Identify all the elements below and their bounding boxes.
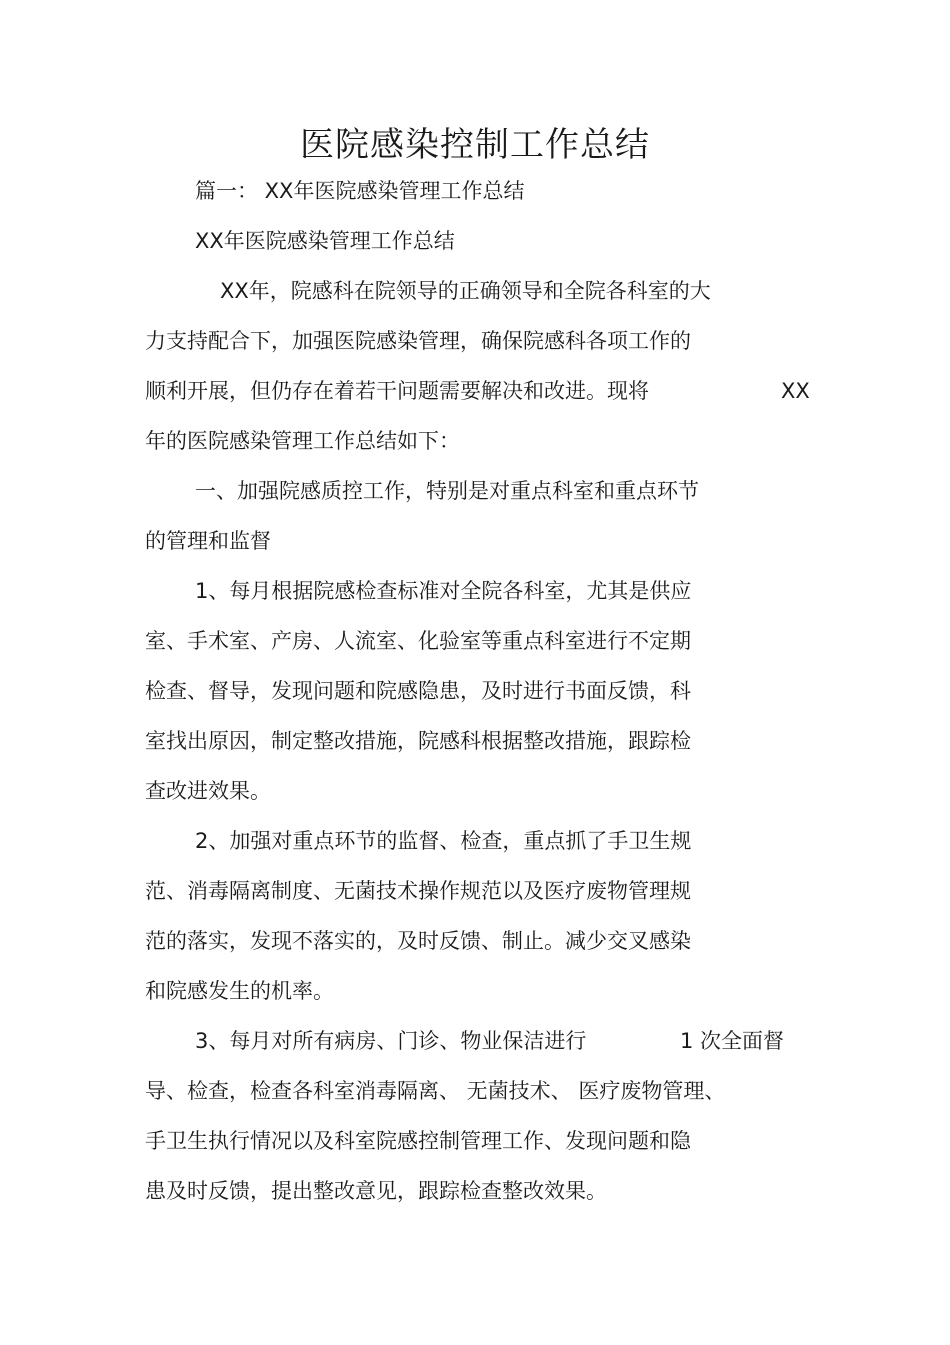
item2-line-2: 范、消毒隔离制度、无菌技术操作规范以及医疗废物管理规 bbox=[145, 879, 691, 903]
intro-line-4: 年的医院感染管理工作总结如下： bbox=[145, 429, 460, 453]
document-title: 医院感染控制工作总结 bbox=[300, 125, 650, 165]
section-heading: XX年医院感染管理工作总结 bbox=[195, 229, 455, 253]
intro-line-3-year: XX bbox=[781, 379, 810, 403]
intro-line-1: XX年，院感科在院领导的正确领导和全院各科室的大 bbox=[220, 279, 711, 303]
intro-line-3 bbox=[145, 376, 815, 406]
item1-line-3: 检查、督导，发现问题和院感隐患，及时进行书面反馈，科 bbox=[145, 679, 691, 703]
item3-line-3: 手卫生执行情况以及科室院感控制管理工作、发现问题和隐 bbox=[145, 1129, 691, 1153]
item3-line-4: 患及时反馈，提出整改意见，跟踪检查整改效果。 bbox=[145, 1179, 607, 1203]
item3-line-1 bbox=[195, 1026, 805, 1056]
item3-line-1-main: 3、每月对所有病房、门诊、物业保洁进行 bbox=[195, 1029, 587, 1053]
item1-line-1: 1、每月根据院感检查标准对全院各科室，尤其是供应 bbox=[195, 579, 692, 603]
item2-line-1: 2、加强对重点环节的监督、检查，重点抓了手卫生规 bbox=[195, 829, 692, 853]
subtitle-line: 篇一： XX年医院感染管理工作总结 bbox=[195, 179, 525, 203]
item3-line-2: 导、检查，检查各科室消毒隔离、 无菌技术、 医疗废物管理、 bbox=[145, 1079, 726, 1103]
section1-line-1: 一、加强院感质控工作，特别是对重点科室和重点环节 bbox=[195, 479, 699, 503]
item1-line-5: 查改进效果。 bbox=[145, 779, 271, 803]
intro-line-2: 力支持配合下，加强医院感染管理，确保院感科各项工作的 bbox=[145, 329, 691, 353]
item3-line-1-tail: 1 次全面督 bbox=[680, 1029, 785, 1053]
item1-line-4: 室找出原因，制定整改措施，院感科根据整改措施，跟踪检 bbox=[145, 729, 691, 753]
item2-line-4: 和院感发生的机率。 bbox=[145, 979, 334, 1003]
section1-line-2: 的管理和监督 bbox=[145, 529, 271, 553]
item1-line-2: 室、手术室、产房、人流室、化验室等重点科室进行不定期 bbox=[145, 629, 691, 653]
item2-line-3: 范的落实，发现不落实的，及时反馈、制止。减少交叉感染 bbox=[145, 929, 691, 953]
intro-line-3-main: 顺利开展，但仍存在着若干问题需要解决和改进。现将 bbox=[145, 379, 649, 403]
